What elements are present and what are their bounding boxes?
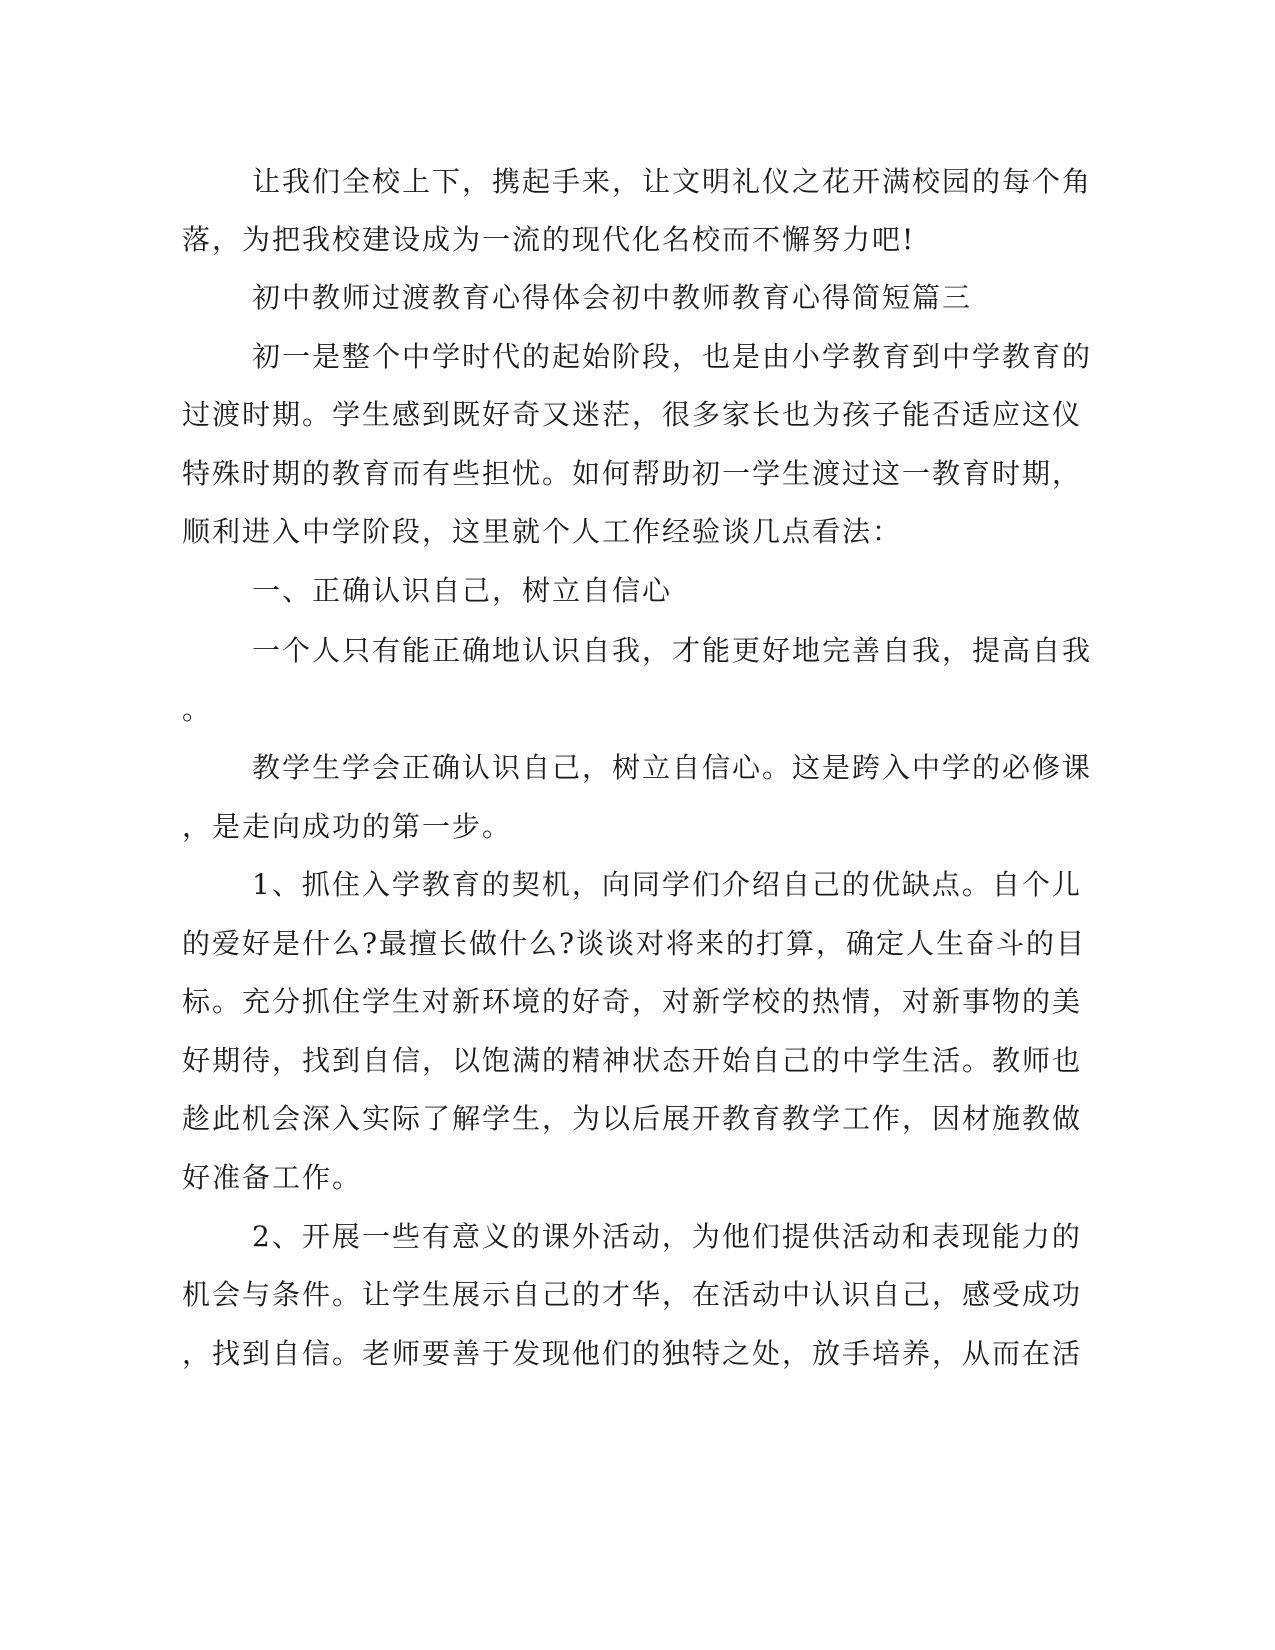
paragraph-line: 2、开展一些有意义的课外活动，为他们提供活动和表现能力的	[252, 1220, 1082, 1253]
paragraph-line: ，找到自信。老师要善于发现他们的独特之处，放手培养，从而在活	[182, 1337, 1083, 1370]
paragraph-line: 趁此机会深入实际了解学生，为以后展开教育教学工作，因材施教做	[182, 1102, 1083, 1135]
paragraph-line: 1、抓住入学教育的契机，向同学们介绍自己的优缺点。自个儿	[252, 868, 1082, 901]
paragraph-line: ，是走向成功的第一步。	[182, 810, 513, 843]
paragraph-line: 特殊时期的教育而有些担忧。如何帮助初一学生渡过这一教育时期，	[182, 457, 1083, 490]
paragraph-line: 顺利进入中学阶段，这里就个人工作经验谈几点看法：	[182, 515, 903, 548]
paragraph-line: 让我们全校上下，携起手来，让文明礼仪之花开满校园的每个角	[252, 165, 1093, 198]
paragraph-line: 落，为把我校建设成为一流的现代化名校而不懈努力吧!	[182, 223, 916, 256]
paragraph-line: 机会与条件。让学生展示自己的才华，在活动中认识自己，感受成功	[182, 1278, 1083, 1311]
paragraph-line: 过渡时期。学生感到既好奇又迷茫，很多家长也为孩子能否适应这仪	[182, 398, 1083, 431]
paragraph-line: 好准备工作。	[182, 1161, 363, 1194]
section-heading: 初中教师过渡教育心得体会初中教师教育心得简短篇三	[252, 281, 973, 314]
paragraph-line: 标。充分抓住学生对新环境的好奇，对新学校的热情，对新事物的美	[182, 985, 1083, 1018]
paragraph-line: 教学生学会正确认识自己，树立自信心。这是跨入中学的必修课	[252, 751, 1093, 784]
subheading: 一、正确认识自己，树立自信心	[252, 574, 673, 607]
paragraph-line: 好期待，找到自信，以饱满的精神状态开始自己的中学生活。教师也	[182, 1044, 1083, 1077]
paragraph-line: 初一是整个中学时代的起始阶段，也是由小学教育到中学教育的	[252, 340, 1093, 373]
paragraph-line: 。	[182, 693, 213, 726]
paragraph-line: 的爱好是什么?最擅长做什么?谈谈对将来的打算，确定人生奋斗的目	[182, 927, 1087, 960]
paragraph-line: 一个人只有能正确地认识自我，才能更好地完善自我，提高自我	[252, 634, 1093, 667]
